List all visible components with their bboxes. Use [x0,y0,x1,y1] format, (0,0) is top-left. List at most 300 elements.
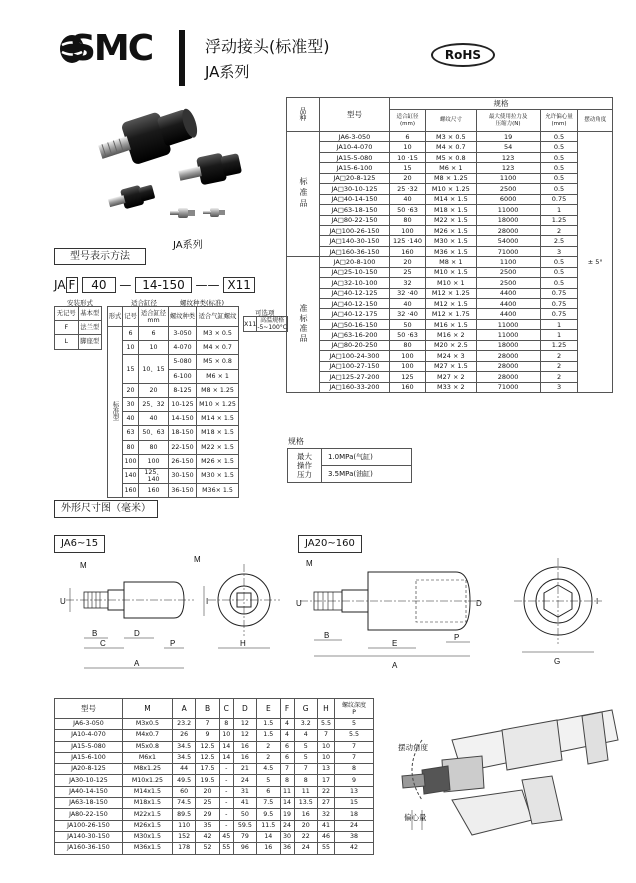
model-cell: JA□160-36-150 [320,246,390,256]
model-cell: JA□32-10-100 [320,278,390,288]
size-thread-cell: 6-100 [169,369,197,383]
offset-cell: 0.5 [540,173,578,183]
dim-cell: 34.5 [172,752,195,763]
size-bore-cell: 10、15 [139,355,169,383]
thread-cell: M6 × 1 [426,163,477,173]
size-code-cell: 63 [123,426,139,440]
size-cyl-thread-cell: M3 × 0.5 [197,327,239,341]
thread-cell: M20 × 2.5 [426,340,477,350]
dim-cell: JA15-5-080 [55,741,123,752]
dim-cell: 45 [219,831,233,842]
photo-caption: JA系列 [173,240,203,251]
code-thread: 14-150 [135,277,192,293]
thread-cell: M27 × 2 [426,372,477,382]
force-cell: 54000 [476,236,540,246]
thread-cell: M10 × 1 [426,278,477,288]
offset-cell: 0.5 [540,257,578,267]
dim-row [55,775,374,786]
dim-cell: M4x0.7 [122,730,172,741]
dim-cell: 22 [294,831,317,842]
outline-drawing-left [54,552,294,684]
dim-cell: M22x1.5 [122,809,172,820]
svg-text:D: D [476,599,482,608]
thread-cell: M3 × 0.5 [426,132,477,142]
dim-header-cell: 型号 [55,699,123,719]
dim-cell: 11 [280,786,294,797]
dim-cell: M26x1.5 [122,820,172,831]
dim-row [55,786,374,797]
dim-cell: M30x1.5 [122,831,172,842]
dim-cell: 8 [219,719,233,730]
force-cell: 19 [476,132,540,142]
dim-cell: 23.2 [172,719,195,730]
bore-cell: 50 ·63 [389,330,425,340]
spec-row [287,173,613,183]
size-header-code: 记号 [123,307,139,327]
size-cyl-thread-cell: M30 × 1.5 [197,468,239,483]
bore-cell: 32 [389,278,425,288]
size-cyl-thread-cell: M10 × 1.25 [197,397,239,411]
svg-text:U: U [296,599,302,608]
spec-row [287,184,613,194]
force-cell: 18000 [476,340,540,350]
dim-cell: 13 [317,764,334,775]
page-title: 浮动接头(标准型) [205,37,330,56]
category-standard [287,132,320,257]
dim-header-cell: G [294,699,317,719]
bore-cell: 80 [389,215,425,225]
size-header-thread: 螺纹种类 [169,307,197,327]
dim-cell: 6 [257,786,280,797]
dim-cell: JA140-30-150 [55,831,123,842]
bore-cell: 6 [389,132,425,142]
dim-header-cell: M [122,699,172,719]
offset-cell: 2 [540,225,578,235]
model-cell: JA□160-33-200 [320,382,390,392]
size-thread-cell: 5-080 [169,355,197,369]
dim-cell: - [219,786,233,797]
size-bore-cell: 10 [139,341,169,355]
spec-row [287,340,613,350]
bore-cell: 32 ·40 [389,309,425,319]
dim-cell: 41 [317,820,334,831]
dim-cell: 5 [294,752,317,763]
model-cell: JA□140-30-150 [320,236,390,246]
dim-cell: M18x1.5 [122,798,172,809]
size-code-cell: 80 [123,440,139,454]
dim-cell: 24 [294,843,317,854]
category-quasi-label: 准标准品 [299,303,308,344]
bore-cell: 25 [389,267,425,277]
dim-cell: JA30-10-125 [55,775,123,786]
dim-cell: 4 [280,719,294,730]
spec-row [287,299,613,309]
dim-cell: 5.5 [317,719,334,730]
bore-cell: 125 ·140 [389,236,425,246]
dim-cell: 12 [233,719,256,730]
size-thread-cell: 22-150 [169,440,197,454]
thread-cell: M5 × 0.8 [426,152,477,162]
spec-row [287,319,613,329]
dim-cell: 16 [257,843,280,854]
dim-cell: 21 [233,764,256,775]
spec-row [287,194,613,204]
brand-name: SMC [70,28,153,69]
dim-cell: M5x0.8 [122,741,172,752]
model-cell: JA□50-16-150 [320,319,390,329]
spec-row [287,205,613,215]
dim-cell: 20 [196,786,219,797]
dim-cell: M14x1.5 [122,786,172,797]
size-cyl-thread-cell: M14 × 1.5 [197,412,239,426]
mount-type: 脚座型 [78,335,102,349]
force-cell: 4400 [476,288,540,298]
force-cell: 18000 [476,215,540,225]
size-cyl-thread-cell: M22 × 1.5 [197,440,239,454]
dim-cell: 42 [196,831,219,842]
force-cell: 6000 [476,194,540,204]
dim-cell: 55 [219,843,233,854]
svg-text:M: M [194,555,201,564]
force-cell: 28000 [476,351,540,361]
dim-row [55,843,374,854]
model-cell: JA□30-10-125 [320,184,390,194]
force-cell: 1100 [476,173,540,183]
dim-cell: 55 [317,843,334,854]
series-title: JA系列 [205,63,250,81]
dim-cell: JA10-4-070 [55,730,123,741]
dim-header-cell: C [219,699,233,719]
offset-cell: 0.5 [540,278,578,288]
offset-cell: 0.5 [540,132,578,142]
dim-cell: 16 [233,752,256,763]
svg-text:I: I [206,597,209,606]
dim-cell: 10 [317,741,334,752]
size-code-cell: 40 [123,412,139,426]
dim-cell: JA6-3-050 [55,719,123,730]
sub-header-force: 最大使用拉力及 压缩力(N) [476,110,540,132]
offset-cell: 2 [540,361,578,371]
dim-cell: 60 [172,786,195,797]
thread-cell: M36 × 1.5 [426,246,477,256]
dim-cell: 3.2 [294,719,317,730]
dim-cell: 26 [172,730,195,741]
size-bore-cell: 25、32 [139,397,169,411]
force-cell: 1100 [476,257,540,267]
label-option: 可选项 [255,309,275,317]
dim-cell: 8 [335,764,374,775]
thread-cell: M10 × 1.5 [426,267,477,277]
bore-cell: 32 ·40 [389,288,425,298]
dim-cell: 152 [172,831,195,842]
spec-row [287,215,613,225]
sub-header-offset: 允许偏心量 (mm) [540,110,578,132]
spec-row [287,278,613,288]
dim-row [55,741,374,752]
dim-cell: M3x0.5 [122,719,172,730]
dim-cell: - [219,798,233,809]
offset-cell: 2 [540,351,578,361]
svg-text:A: A [392,661,398,670]
offset-cell: 0.75 [540,299,578,309]
dim-cell: JA160-36-150 [55,843,123,854]
force-cell: 54 [476,142,540,152]
dim-cell: 1.5 [257,719,280,730]
dim-cell: 9 [335,775,374,786]
dim-cell: 24 [335,820,374,831]
thread-cell: M12 × 1.25 [426,288,477,298]
size-bore-cell: 100 [139,454,169,468]
size-thread-cell: 4-070 [169,341,197,355]
svg-text:I: I [596,597,599,606]
size-cyl-thread-cell: M8 × 1.25 [197,383,239,397]
mount-type: 法兰型 [78,321,102,335]
offset-cell: 1 [540,319,578,329]
size-row [108,468,239,483]
option-table [243,316,288,332]
spec-row [287,309,613,319]
svg-text:B: B [324,631,330,640]
mount-code: L [55,335,79,349]
size-thread-cell: 10-125 [169,397,197,411]
dim-cell: 8 [280,775,294,786]
size-header-bore: 适合缸径 mm [139,307,169,327]
dim-cell: 16 [233,741,256,752]
mount-header-code: 无记号 [55,307,79,321]
thread-cell: M12 × 1.5 [426,299,477,309]
model-cell: JA□63-18-150 [320,205,390,215]
bore-cell: 25 ·32 [389,184,425,194]
dim-cell: 7 [294,764,317,775]
dim-cell: 4.5 [257,764,280,775]
mount-code: F [55,321,79,335]
dim-header-cell: A [172,699,195,719]
size-table [107,306,239,498]
dim-cell: JA15-6-100 [55,752,123,763]
model-cell: JA□20-8-125 [320,173,390,183]
bore-cell: 40 [389,299,425,309]
size-header-type: 形式 [108,307,123,327]
dim-cell: 35 [196,820,219,831]
size-row [108,397,239,411]
label-ja6-15: JA6~15 [54,535,105,553]
offset-cell: 0.75 [540,288,578,298]
force-cell: 28000 [476,361,540,371]
svg-text:E: E [392,639,398,648]
dim-cell: 178 [172,843,195,854]
dim-cell: - [219,764,233,775]
code-option: X11 [223,277,255,293]
spec-row [287,382,613,392]
size-cyl-thread-cell: M5 × 0.8 [197,355,239,369]
force-cell: 71000 [476,246,540,256]
dim-cell: 49.5 [172,775,195,786]
dim-cell: 6 [280,752,294,763]
force-cell: 11000 [476,330,540,340]
dim-cell: 59.5 [233,820,256,831]
model-cell: JA□125-27-200 [320,372,390,382]
svg-text:D: D [134,629,140,638]
dim-cell: 5 [257,775,280,786]
dim-cell: 14 [219,752,233,763]
offset-cell: 0.5 [540,152,578,162]
size-code-cell: 100 [123,454,139,468]
dim-cell: 11.5 [257,820,280,831]
force-cell: 4400 [476,309,540,319]
dim-row [55,764,374,775]
size-row [108,383,239,397]
dim-row [55,820,374,831]
mount-header-type: 基本型 [78,307,102,321]
label-mount: 安装形式 [67,299,93,307]
thread-cell: M10 × 1.25 [426,184,477,194]
size-cyl-thread-cell: M4 × 0.7 [197,341,239,355]
dim-cell: 12.5 [196,752,219,763]
size-thread-cell: 3-050 [169,327,197,341]
dim-row [55,730,374,741]
bore-cell: 20 [389,173,425,183]
dim-row [55,798,374,809]
dim-cell: 5 [335,719,374,730]
pressure-title: 规格 [288,437,304,446]
thread-cell: M16 × 1.5 [426,319,477,329]
sub-header-thread: 螺纹尺寸 [426,110,477,132]
offset-cell: 0.75 [540,309,578,319]
svg-text:M: M [306,559,313,568]
dim-row [55,809,374,820]
dimension-table [54,698,374,855]
dim-cell: 13 [335,786,374,797]
offset-cell: 3 [540,382,578,392]
dim-cell: JA20-8-125 [55,764,123,775]
size-bore-cell: 6 [139,327,169,341]
model-cell: JA□100-24-300 [320,351,390,361]
size-thread-cell: 36-150 [169,483,197,497]
dim-cell: 18 [335,809,374,820]
code-mount: F [66,277,79,293]
dim-row [55,719,374,730]
dim-header-cell: E [257,699,280,719]
offset-label: 偏心量 [404,813,427,822]
size-code-cell: 20 [123,383,139,397]
size-bore-cell: 160 [139,483,169,497]
model-cell: JA15-5-080 [320,152,390,162]
size-row [108,426,239,440]
dim-cell: 17 [317,775,334,786]
size-bore-cell: 40 [139,412,169,426]
force-cell: 123 [476,152,540,162]
offset-cell: 1 [540,205,578,215]
spec-row [287,330,613,340]
offset-cell: 0.5 [540,163,578,173]
sub-header-swing: 摆动角度 [578,110,613,132]
label-thread: 螺纹种类(标准) [180,299,225,307]
bore-cell: 100 [389,225,425,235]
outline-drawing-right [296,552,616,684]
dim-header-cell: F [280,699,294,719]
size-code-cell: 10 [123,341,139,355]
offset-cell: 0.5 [540,142,578,152]
dim-cell: 10 [219,730,233,741]
offset-cell: 0.5 [540,184,578,194]
model-cell: JA□100-26-150 [320,225,390,235]
size-bore-cell: 80 [139,440,169,454]
spec-row [287,225,613,235]
bore-cell: 10 [389,142,425,152]
thread-cell: M30 × 1.5 [426,236,477,246]
swing-angle-label: 摆动角度 [398,743,428,752]
dim-cell: M10x1.25 [122,775,172,786]
offset-cell: 0.75 [540,194,578,204]
model-cell: JA10-4-070 [320,142,390,152]
installation-illustration [382,700,620,865]
size-row [108,412,239,426]
product-photo [70,108,270,233]
offset-cell: 2 [540,372,578,382]
dim-cell: 89.5 [172,809,195,820]
sub-header-bore: 适合缸径 (mm) [389,110,425,132]
spec-table [286,97,613,393]
dim-cell: 7 [317,730,334,741]
dim-cell: 5 [294,741,317,752]
dim-cell: 9.5 [257,809,280,820]
size-code-cell: 140 [123,468,139,483]
thread-cell: M33 × 2 [426,382,477,392]
dim-cell: 24 [233,775,256,786]
spec-row [287,288,613,298]
offset-cell: 3 [540,246,578,256]
size-row [108,440,239,454]
model-cell: JA□80-20-250 [320,340,390,350]
dim-cell: 13.5 [294,798,317,809]
model-cell: JA□40-12-175 [320,309,390,319]
size-row [108,327,239,341]
dim-cell: 14 [257,831,280,842]
title-divider [179,30,185,86]
force-cell: 11000 [476,205,540,215]
dim-cell: 10 [317,752,334,763]
spec-row [287,152,613,162]
bore-cell: 40 [389,194,425,204]
dim-header-cell: B [196,699,219,719]
thread-cell: M16 × 2 [426,330,477,340]
dim-cell: 22 [317,786,334,797]
dim-cell: 96 [233,843,256,854]
pressure-label: 最大 操作压力 [288,449,322,483]
thread-cell: M8 × 1.25 [426,173,477,183]
dim-header-cell: D [233,699,256,719]
category-standard-label: 标准品 [299,176,308,210]
size-cyl-thread-cell: M26 × 1.5 [197,454,239,468]
bore-cell: 20 [389,257,425,267]
dim-cell: 50 [233,809,256,820]
dim-cell: - [219,809,233,820]
offset-cell: 1.25 [540,340,578,350]
dim-cell: 1.5 [257,730,280,741]
dim-cell: 8 [294,775,317,786]
dim-cell: 14 [280,798,294,809]
size-bore-cell: 20 [139,383,169,397]
size-thread-cell: 8-125 [169,383,197,397]
bore-cell: 100 [389,361,425,371]
force-cell: 71000 [476,382,540,392]
model-cell: JA6-3-050 [320,132,390,142]
thread-cell: M22 × 1.5 [426,215,477,225]
size-type-cell [108,327,123,498]
svg-text:G: G [554,657,561,666]
dim-cell: JA40-14-150 [55,786,123,797]
dim-cell: 24 [280,820,294,831]
